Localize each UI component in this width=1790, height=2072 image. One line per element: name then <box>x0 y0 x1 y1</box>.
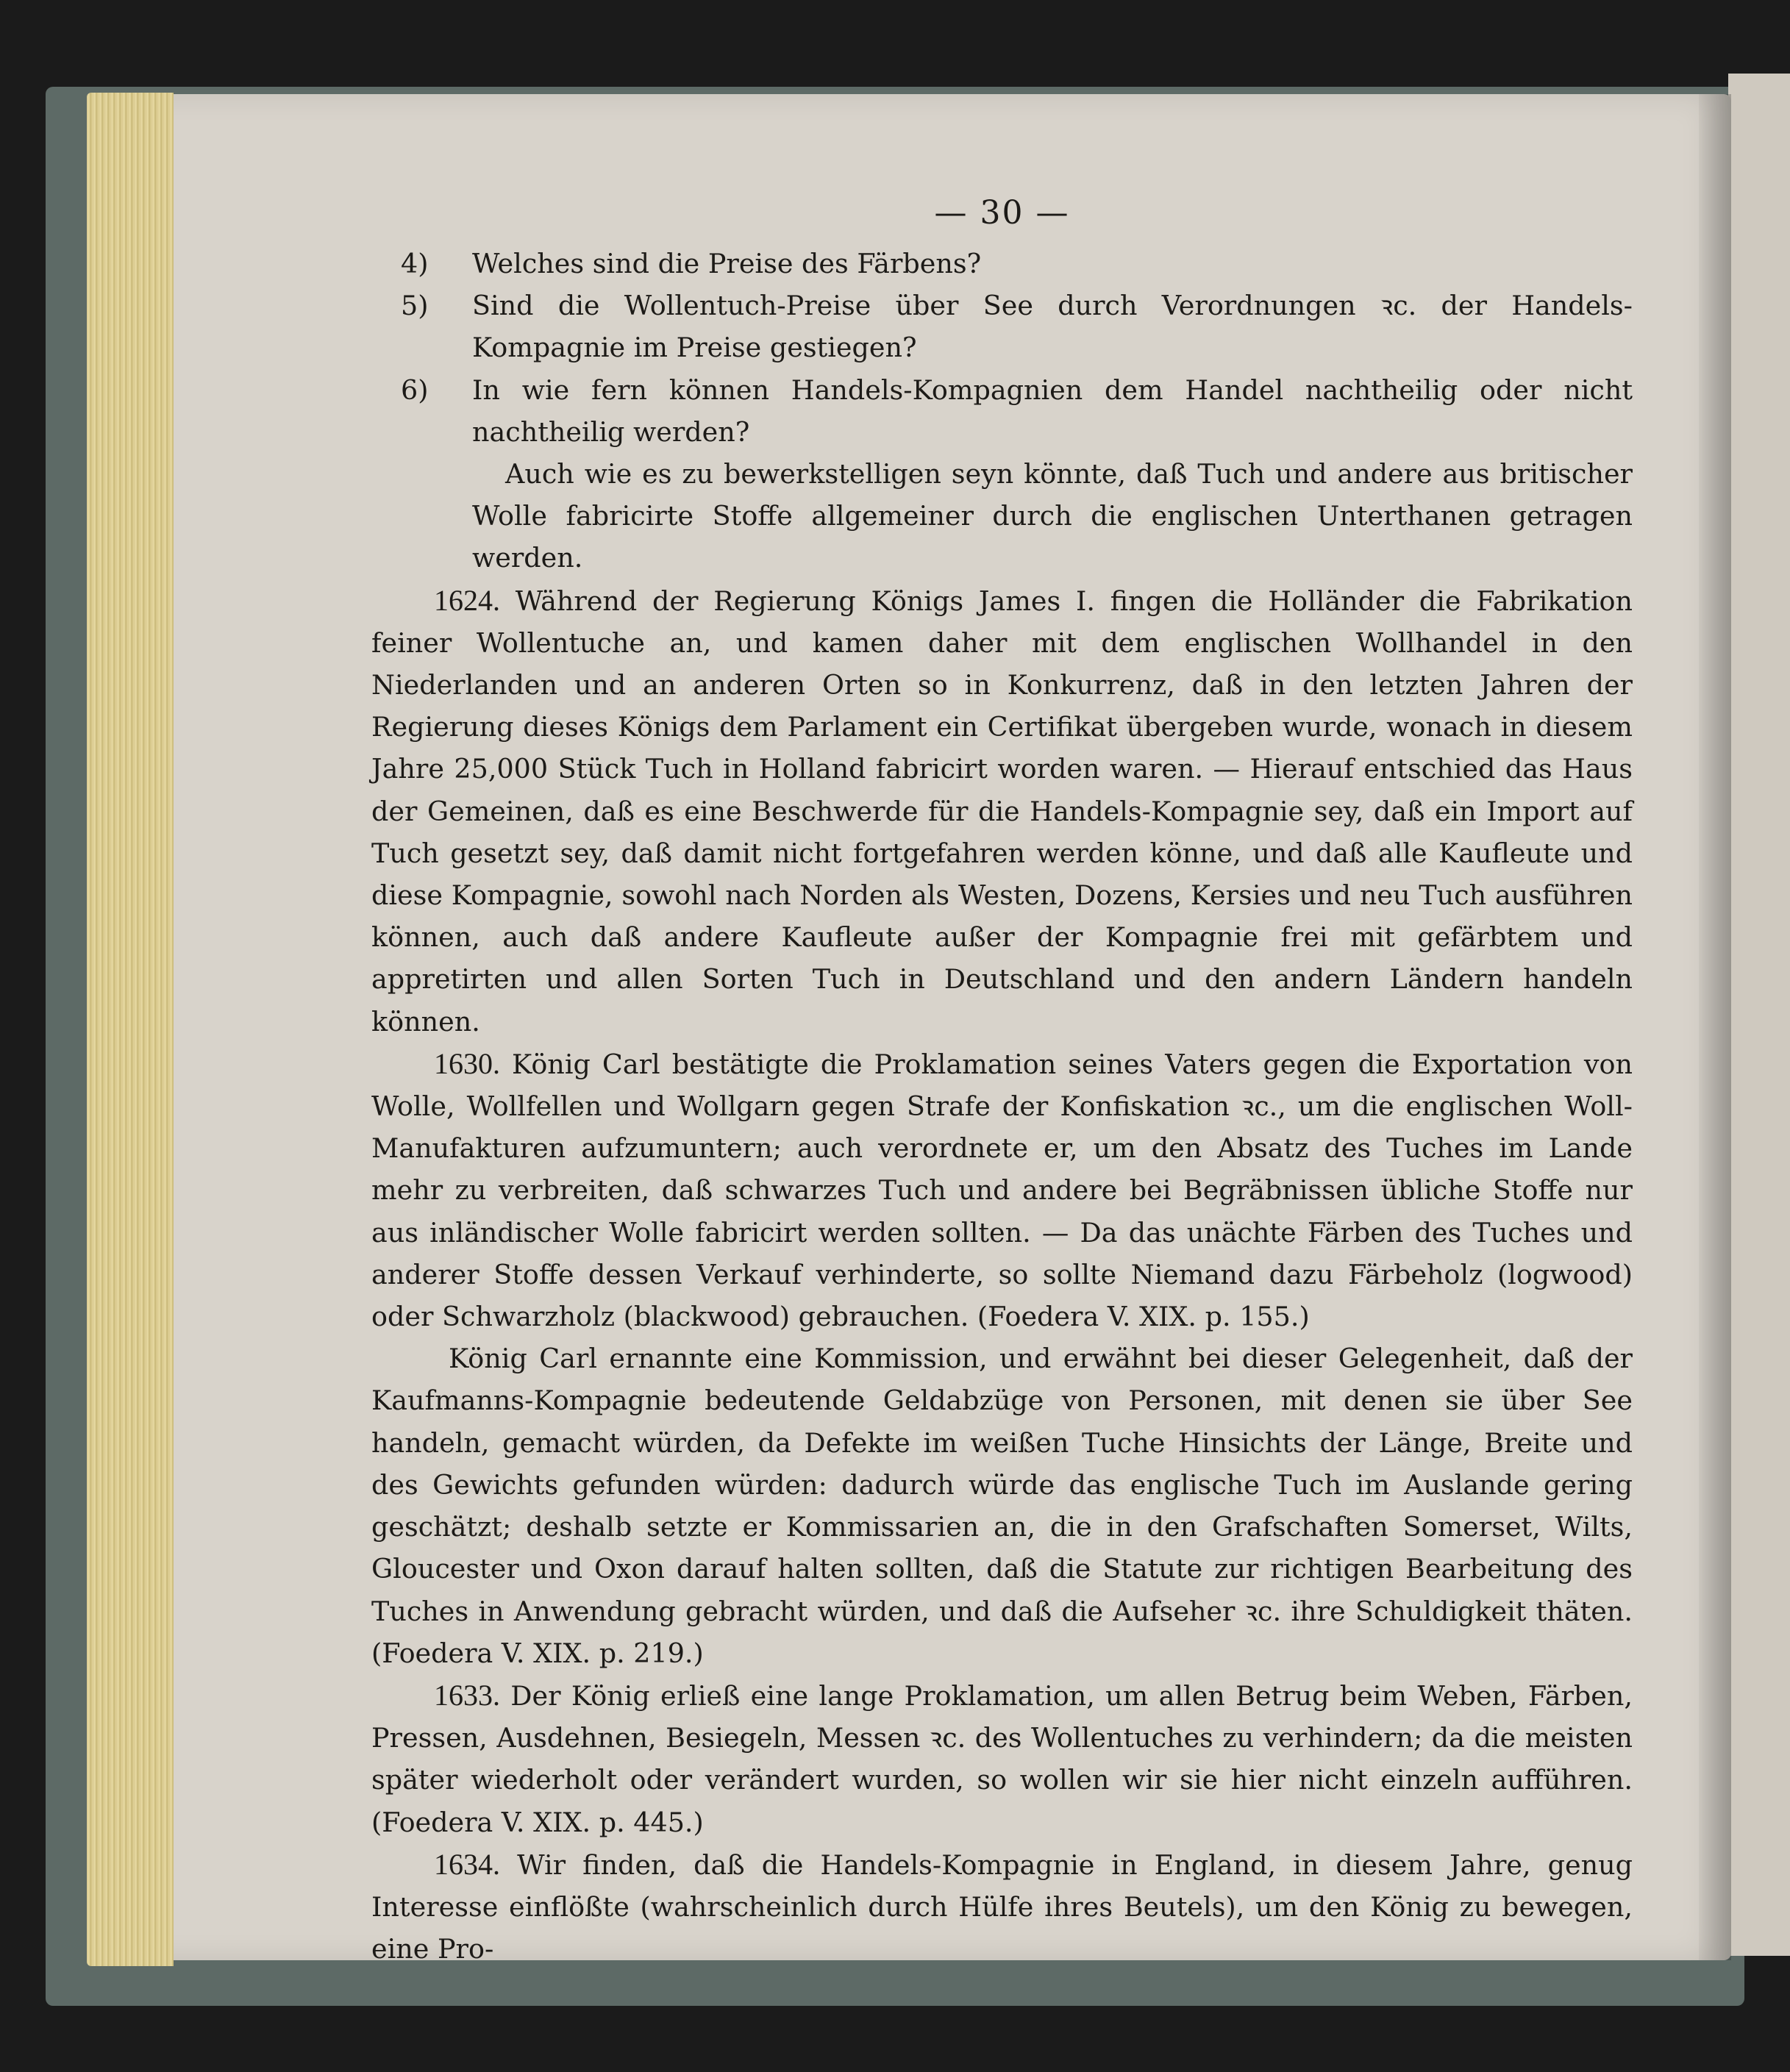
question-4 <box>371 243 1633 285</box>
question-number: 5) <box>401 290 429 322</box>
paragraph-year: 1630. <box>434 1046 500 1080</box>
paragraph-text: Während der Regierung Königs James I. fingen die Holländer die Fabrikation feiner Wollentuche an, und kamen daher mit dem englischen Wollhandel in den Niederlanden und an anderen Orten so in Konkurrenz, daß in den letzten Jahren der Regierung dieses Königs dem Parlament ein Certifikat übergeben wurde, wonach in diesem Jahre 25,000 Stück Tuch in Holland fabricirt worden waren. — Hierauf entschied das Haus der Gemeinen, daß es eine Beschwerde für die Handels-Kompagnie sey, daß ein Import auf Tuch gesetzt sey, daß damit nicht fortgefahren werden könne, und daß alle Kaufleute und diese Kompagnie, sowohl nach Norden als Westen, Dozens, Kersies und neu Tuch ausführen können, auch daß andere Kaufleute außer der Kompagnie frei mit gefärbtem und appretirten und allen Sorten Tuch in Deutschland und den andern Ländern handeln können. <box>371 585 1633 1037</box>
paragraph-year: 1624. <box>434 583 500 617</box>
paragraph-text: Der König erließ eine lange Proklamation, um allen Betrug beim Weben, Färben, Pressen, Ausdehnen, Besiegeln, Messen ꝛc. des Wollentuches zu verhindern; da die meisten später wiederholt oder verändert wurden, so wollen wir sie hier nicht einzeln aufführen. (Foedera V. XIX. p. 445.) <box>371 1679 1633 1838</box>
question-text: Welches sind die Preise des Färbens? <box>472 248 982 279</box>
paragraph-text: König Carl bestätigte die Proklamation seines Vaters gegen die Exportation von Wolle, Wollfellen und Wollgarn gegen Strafe der Konfiskation ꝛc., um die englischen Woll-Manufakturen aufzumuntern; auch verordnete er, um den Absatz des Tuches im Lande mehr zu verbreiten, daß schwarzes Tuch und andere bei Begräbnissen übliche Stoffe nur aus inländischer Wolle fabricirt werden sollten. — Da das unächte Färben des Tuches und anderer Stoffe dessen Verkauf verhinderte, so sollte Niemand dazu Färbeholz (logwood) oder Schwarzholz (blackwood) gebrauchen. (Foedera V. XIX. p. 155.) <box>371 1048 1633 1333</box>
paragraph-koenig-carl-kommission <box>371 1337 1633 1674</box>
question-continuation: Auch wie es zu bewerkstelligen seyn könnte, daß Tuch und andere aus britischer Wolle fabricirte Stoffe allgemeiner durch die englischen Unterthanen getragen werden. <box>472 458 1633 574</box>
question-text: In wie fern können Handels-Kompagnien dem Handel nachtheilig oder nicht nachtheilig werden? <box>472 374 1633 448</box>
question-5 <box>371 285 1633 368</box>
paragraph-1630 <box>371 1043 1633 1337</box>
page-edges <box>87 93 174 1966</box>
page-text <box>371 184 1633 1970</box>
paragraph-year: 1633. <box>434 1678 500 1712</box>
question-text: Sind die Wollentuch-Preise über See durch Verordnungen ꝛc. der Handels-Kompagnie im Preise gestiegen? <box>472 290 1633 364</box>
page-number: — 30 — <box>934 194 1070 232</box>
paragraph-text: König Carl ernannte eine Kommission, und erwähnt bei dieser Gelegenheit, daß der Kaufmanns-Kompagnie bedeutende Geldabzüge von Personen, mit denen sie über See handeln, gemacht würden, da Defekte im weißen Tuche Hinsichts der Länge, Breite und des Gewichts gefunden würden: dadurch würde das englische Tuch im Auslande gering geschätzt; deshalb setzte er Kommissarien an, die in den Grafschaften Somerset, Wilts, Gloucester und Oxon darauf halten sollten, daß die Statute zur richtigen Bearbeitung des Tuches in Anwendung gebracht würden, und daß die Aufseher ꝛc. ihre Schuldigkeit thäten. (Foedera V. XIX. p. 219.) <box>371 1343 1633 1669</box>
paragraph-1633 <box>371 1674 1633 1843</box>
paragraph-1634 <box>371 1843 1633 1971</box>
paragraph-text: Wir finden, daß die Handels-Kompagnie in England, in diesem Jahre, genug Interesse einflößte (wahrscheinlich durch Hülfe ihres Beutels), um den König zu bewegen, eine Pro- <box>371 1848 1633 1965</box>
question-6 <box>371 369 1633 453</box>
paragraph-year: 1634. <box>434 1847 500 1881</box>
page-gutter-shadow <box>1699 94 1731 1960</box>
paragraph-1624 <box>371 579 1633 1043</box>
question-number: 6) <box>401 374 429 406</box>
facing-page-edge <box>1728 74 1790 1956</box>
question-number: 4) <box>401 248 429 279</box>
